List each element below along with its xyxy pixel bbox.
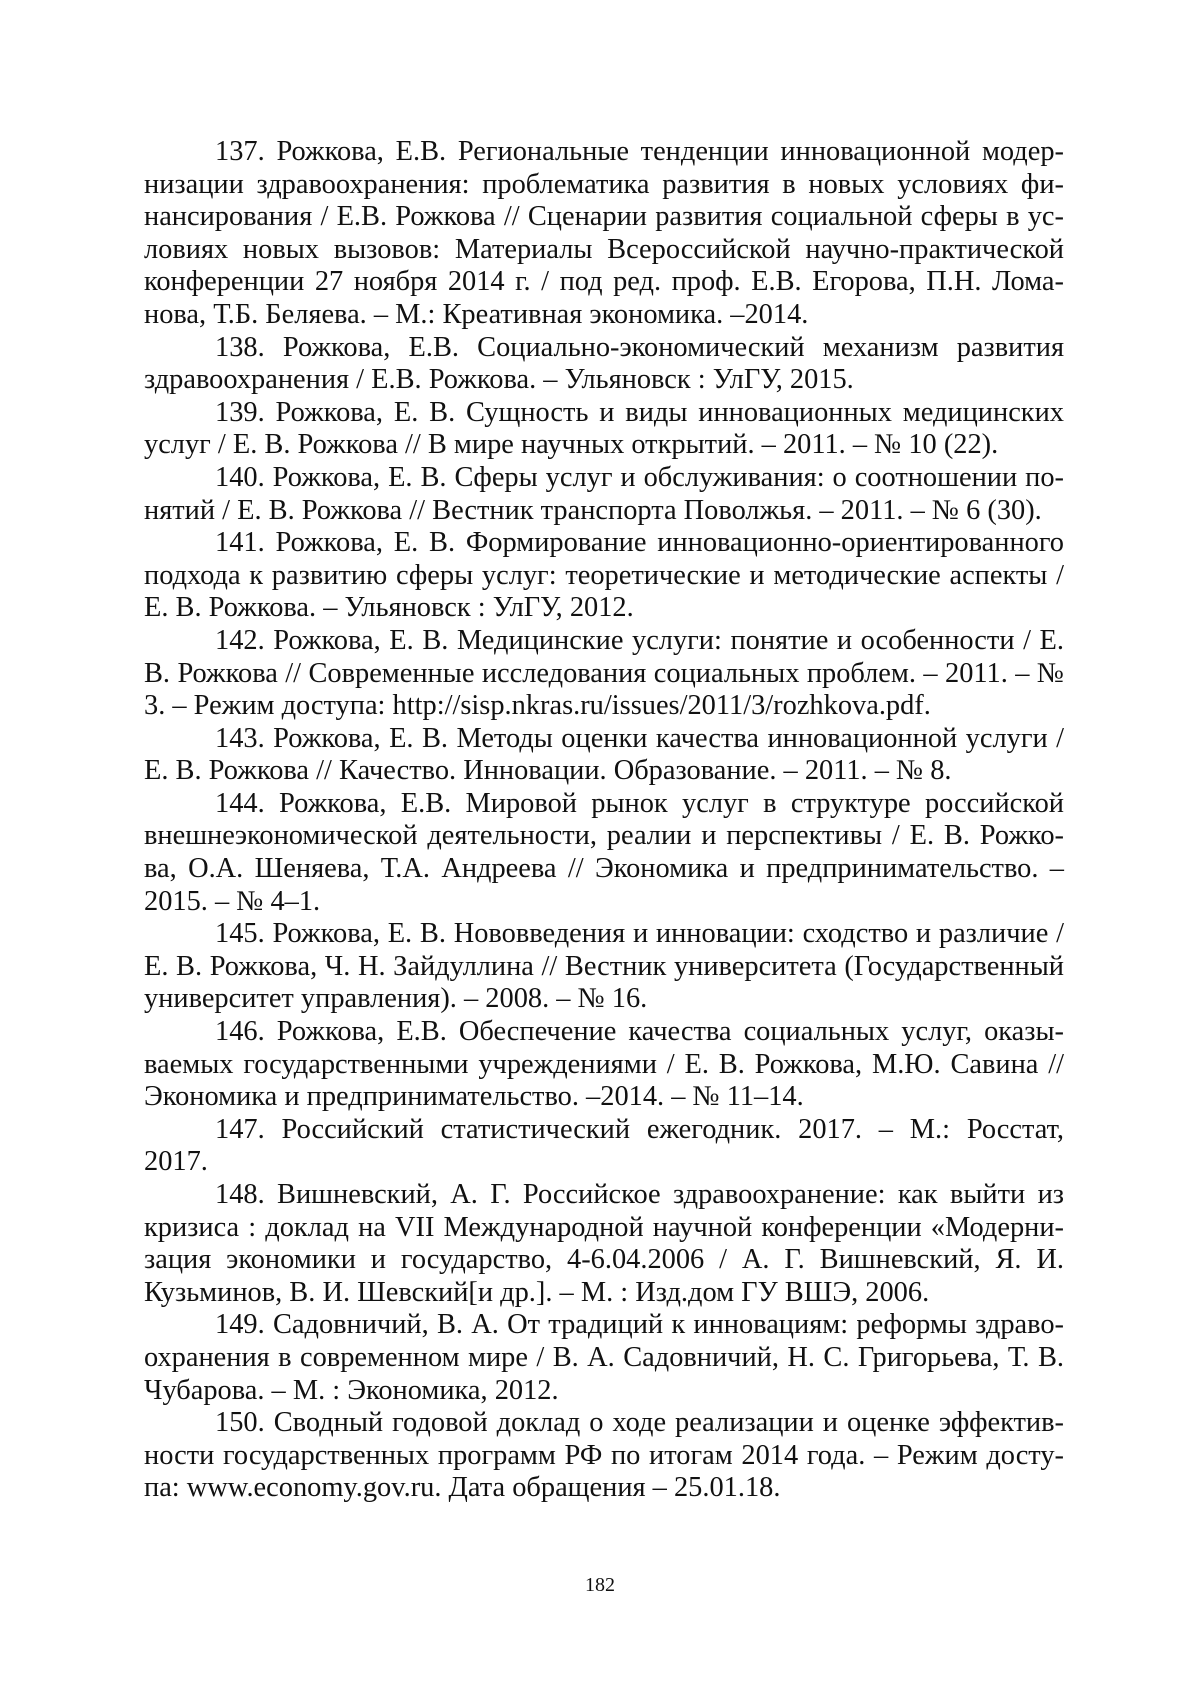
reference-number: 149. — [215, 1309, 265, 1341]
reference-text: Рожкова, Е. В. Сферы услуг и обслуживания: о соотношении понятий / Е. В. Рожкова // Вестник транспорта Поволжья. – 2011. – № 6 (30). — [144, 461, 1064, 526]
reference-item — [144, 332, 1064, 397]
reference-number: 141. — [215, 527, 265, 559]
reference-number: 144. — [215, 787, 265, 819]
reference-item — [144, 788, 1064, 918]
reference-text: Рожкова, Е. В. Формирование инновационно-ориентированного подхода к развитию сферы услуг: теоретические и методические аспекты / Е. В. Рожкова. – Ульяновск : УлГУ, 2012. — [144, 527, 1064, 624]
reference-text: Рожкова, Е.В. Региональные тенденции инновационной модернизации здравоохранения: проблематика развития в новых условиях финансирования / Е.В. Рожкова // Сценарии развития социальной сферы в условиях новых вызовов: Материалы Всероссийской научно-практической конференции 27 ноября 2014 г. / под ред. проф. Е.В. Егорова, П.Н. Ломанова, Т.Б. Беляева. – М.: Креативная экономика. –2014. — [144, 136, 1064, 330]
reference-item — [144, 1114, 1064, 1179]
reference-item — [144, 1016, 1064, 1114]
reference-item — [144, 723, 1064, 788]
reference-number: 142. — [215, 624, 265, 656]
reference-text: Сводный годовой доклад о ходе реализации и оценке эффективности государственных программ РФ по итогам 2014 года. – Режим доступа: www.economy.gov.ru. Дата обращения – 25.01.18. — [144, 1407, 1064, 1504]
reference-text: Садовничий, В. А. От традиций к инновациям: реформы здравоохранения в современном мире / В. А. Садовничий, Н. С. Григорьева, Т. В. Чубарова. – М. : Экономика, 2012. — [144, 1309, 1065, 1406]
reference-item — [144, 136, 1064, 332]
reference-text: Вишневский, А. Г. Российское здравоохранение: как выйти из кризиса : доклад на VII Международной научной конференции «Модернизация экономики и государство, 4-6.04.2006 / А. Г. Вишневский, Я. И. Кузьминов, В. И. Шевский[и др.]. – М. : Изд.дом ГУ ВШЭ, 2006. — [144, 1179, 1064, 1308]
reference-number: 148. — [215, 1179, 265, 1210]
reference-text: Российский статистический ежегодник. 2017. – М.: Росстат, 2017. — [144, 1113, 1064, 1178]
reference-item — [144, 462, 1064, 527]
reference-number: 137. — [215, 136, 265, 167]
reference-item — [144, 527, 1064, 625]
page-number: 182 — [585, 1574, 615, 1596]
reference-text: Рожкова, Е. В. Методы оценки качества инновационной услуги / Е. В. Рожкова // Качество. Инновации. Образование. – 2011. – № 8. — [144, 722, 1064, 787]
reference-number: 150. — [215, 1407, 265, 1439]
reference-text: Рожкова, Е. В. Медицинские услуги: понятие и особенности / Е. В. Рожкова // Современные исследования социальных проблем. – 2011. – № 3. – Режим доступа: http://sisp.nkras.ru/issues/2011/3/rozhkova.pdf. — [144, 624, 1064, 722]
reference-text: Рожкова, Е. В. Сущность и виды инновационных медицинских услуг / Е. В. Рожкова // В мире научных открытий. – 2011. – № 10 (22). — [144, 396, 1064, 461]
reference-text: Рожкова, Е.В. Социально-экономический механизм развития здравоохранения / Е.В. Рожкова. – Ульяновск : УлГУ, 2015. — [144, 331, 1064, 396]
reference-item — [144, 918, 1064, 1016]
reference-number: 140. — [215, 461, 265, 493]
reference-item — [144, 1407, 1064, 1505]
reference-number: 146. — [215, 1016, 265, 1048]
reference-number: 143. — [215, 722, 265, 754]
reference-number: 138. — [215, 331, 265, 363]
reference-list — [144, 136, 1064, 1505]
reference-number: 147. — [215, 1113, 265, 1145]
reference-text: Рожкова, Е.В. Мировой рынок услуг в структуре российской внешнеэкономической деятельности, реалии и перспективы / Е. В. Рожкова, О.А. Шеняева, Т.А. Андреева // Экономика и предпринимательство. – 2015. – № 4–1. — [144, 787, 1064, 917]
reference-item — [144, 625, 1064, 723]
reference-number: 145. — [215, 918, 265, 950]
reference-text: Рожкова, Е.В. Обеспечение качества социальных услуг, оказываемых государственными учреждениями / Е. В. Рожкова, М.Ю. Савина // Экономика и предпринимательство. –2014. – № 11–14. — [144, 1016, 1064, 1113]
reference-item — [144, 1309, 1064, 1407]
reference-item — [144, 397, 1064, 462]
reference-number: 139. — [215, 396, 265, 428]
reference-text: Рожкова, Е. В. Нововведения и инновации: сходство и различие / Е. В. Рожкова, Ч. Н. Зайдуллина // Вестник университета (Государственный университет управления). – 2008. – № 16. — [144, 918, 1064, 1015]
reference-item — [144, 1179, 1064, 1309]
